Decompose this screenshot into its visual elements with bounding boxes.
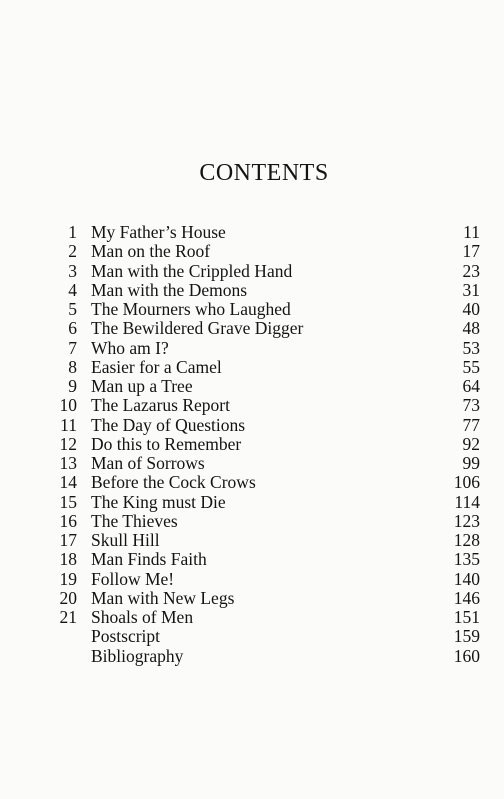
chapter-number: 13 <box>59 453 77 473</box>
chapter-title: Man Finds Faith <box>91 549 207 570</box>
page-number: 140 <box>453 568 480 589</box>
toc-entry <box>40 512 480 531</box>
chapter-title: The Bewildered Grave Digger <box>91 318 304 339</box>
toc-entry <box>40 589 480 608</box>
chapter-title: Man with the Demons <box>91 279 248 300</box>
page-number: 73 <box>462 395 480 416</box>
toc-entry <box>40 550 480 569</box>
chapter-title: The Day of Questions <box>91 414 246 435</box>
page-number: 64 <box>462 376 480 396</box>
chapter-title: Man up a Tree <box>91 376 193 396</box>
toc-entry <box>40 493 480 512</box>
chapter-title: Man with New Legs <box>91 587 235 608</box>
chapter-title: Before the Cock Crows <box>91 472 256 493</box>
toc-entry <box>40 627 480 646</box>
chapter-number: 5 <box>68 299 77 319</box>
chapter-number: 4 <box>68 279 77 300</box>
toc-entry <box>40 454 480 473</box>
page-number: 99 <box>462 453 480 473</box>
toc-entry <box>40 531 480 550</box>
chapter-number: 14 <box>59 472 77 493</box>
page-number: 151 <box>453 607 480 627</box>
page-number: 106 <box>453 472 480 493</box>
page-number: 40 <box>462 299 480 319</box>
chapter-title: Follow Me! <box>91 568 175 589</box>
chapter-number: 19 <box>59 568 77 589</box>
chapter-number: 15 <box>59 491 77 512</box>
page-number: 11 <box>463 222 480 242</box>
chapter-title: Man of Sorrows <box>91 453 205 473</box>
chapter-title: My Father’s House <box>91 222 226 242</box>
chapter-title: Shoals of Men <box>91 607 194 627</box>
toc-entry <box>40 473 480 492</box>
toc-entry <box>40 435 480 454</box>
chapter-number: 20 <box>59 587 77 608</box>
chapter-number: 10 <box>59 395 77 416</box>
toc-entry <box>40 242 480 261</box>
chapter-number: 1 <box>68 222 77 242</box>
chapter-title: Do this to Remember <box>91 433 242 454</box>
chapter-title: Easier for a Camel <box>91 356 222 377</box>
chapter-number: 3 <box>68 260 77 281</box>
chapter-title: Skull Hill <box>91 530 160 550</box>
chapter-title: The King must Die <box>91 491 226 512</box>
page-number: 23 <box>462 260 480 281</box>
toc-entry <box>40 223 480 242</box>
toc-entry <box>40 300 480 319</box>
toc-entry <box>40 416 480 435</box>
table-of-contents <box>40 223 480 666</box>
chapter-title: Bibliography <box>91 645 184 666</box>
toc-entry <box>40 339 480 358</box>
page-number: 92 <box>462 433 480 454</box>
page-number: 77 <box>462 414 480 435</box>
toc-entry <box>40 647 480 666</box>
chapter-title: The Thieves <box>91 510 178 531</box>
toc-entry <box>40 262 480 281</box>
page-number: 135 <box>453 549 480 570</box>
chapter-number: 8 <box>68 356 77 377</box>
toc-entry <box>40 358 480 377</box>
page-title: CONTENTS <box>199 160 329 186</box>
chapter-title: Man with the Crippled Hand <box>91 260 293 281</box>
toc-entry <box>40 396 480 415</box>
page-number: 31 <box>462 279 480 300</box>
page-number: 17 <box>462 241 480 262</box>
page-number: 160 <box>453 645 480 666</box>
chapter-number: 17 <box>59 530 77 550</box>
toc-entry <box>40 377 480 396</box>
chapter-title: The Mourners who Laughed <box>91 299 291 319</box>
toc-entry <box>40 608 480 627</box>
chapter-number: 18 <box>59 549 77 570</box>
chapter-number: 2 <box>68 241 77 262</box>
page-number: 146 <box>453 587 480 608</box>
chapter-title: Postscript <box>91 626 161 647</box>
page-number: 55 <box>462 356 480 377</box>
chapter-number: 21 <box>59 607 77 627</box>
page-number: 114 <box>454 491 480 512</box>
page-number: 53 <box>462 337 480 358</box>
page-number: 48 <box>462 318 480 339</box>
chapter-number: 16 <box>59 510 77 531</box>
page-number: 159 <box>453 626 480 647</box>
toc-entry <box>40 319 480 338</box>
chapter-number: 7 <box>68 337 77 358</box>
chapter-number: 12 <box>59 433 77 454</box>
page-number: 123 <box>453 510 480 531</box>
chapter-title: Man on the Roof <box>91 241 211 262</box>
toc-entry <box>40 281 480 300</box>
page-number: 128 <box>453 530 480 550</box>
chapter-title: The Lazarus Report <box>91 395 230 416</box>
chapter-title: Who am I? <box>91 337 169 358</box>
chapter-number: 6 <box>68 318 77 339</box>
chapter-number: 9 <box>68 376 77 396</box>
chapter-number: 11 <box>60 414 77 435</box>
toc-entry <box>40 570 480 589</box>
